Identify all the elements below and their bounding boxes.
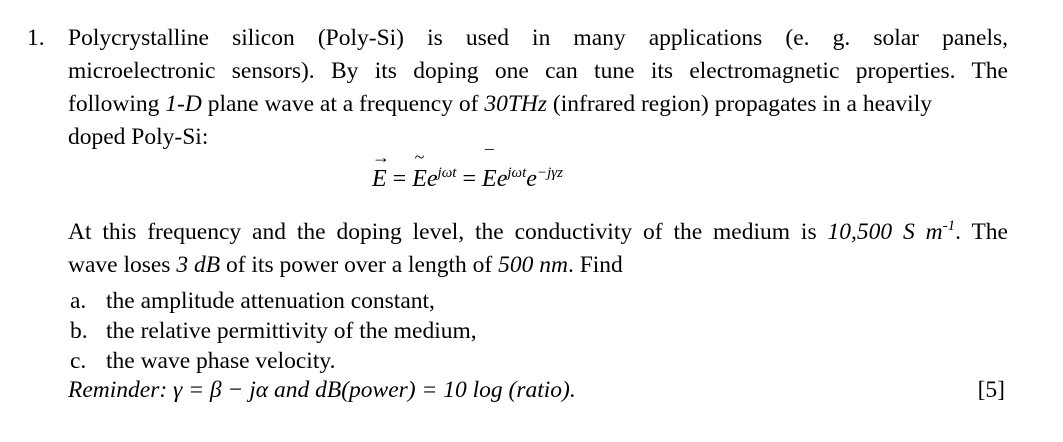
loss-value: 3 dB bbox=[176, 252, 221, 278]
conductivity-value: 10,500 S $m^{-1}$ bbox=[827, 218, 956, 245]
list-item bbox=[68, 316, 1008, 346]
part-marker: c. bbox=[70, 348, 87, 374]
intro-line-2: microelectronic sensors). By its doping one can tune its electromagnetic properties. The bbox=[68, 58, 1008, 84]
marks-label: [5] bbox=[977, 377, 1005, 403]
vector-arrow: → bbox=[372, 147, 390, 167]
question-parts bbox=[68, 286, 1008, 376]
conditions-line-1: At this frequency and the doping level, the conductivity of the medium is 10,500 S $m^{-1}$. The bbox=[68, 218, 1008, 245]
intro-line-4: doped Poly-Si: bbox=[68, 124, 209, 150]
part-text: the relative permittivity of the medium, bbox=[106, 318, 477, 344]
part-marker: b. bbox=[70, 318, 88, 344]
field-phasor: ~ E bbox=[412, 147, 427, 192]
intro-line-1: Polycrystalline silicon (Poly-Si) is used in many applications (e. g. solar panels, bbox=[68, 25, 1008, 51]
field-amplitude: ¯ E bbox=[482, 147, 497, 192]
length-value: 500 nm bbox=[498, 252, 568, 278]
tilde-accent: ~ bbox=[414, 147, 425, 167]
part-text: the wave phase velocity. bbox=[106, 348, 336, 374]
question-intro bbox=[68, 22, 1008, 154]
wave-equation: → E = ~ $Ee^{j\omega t}$ = ¯ $Ee^{j\omega t}e^{-j\gamma z}$ bbox=[372, 162, 563, 196]
list-item bbox=[68, 286, 1008, 316]
question-conditions bbox=[68, 216, 1008, 282]
reminder-note: Reminder: γ = β − jα and dB(power) = 10 log (ratio). bbox=[68, 377, 576, 403]
question-number: 1. bbox=[27, 25, 45, 51]
field-vector: → E bbox=[372, 147, 390, 192]
dimension-label: 1-D bbox=[165, 91, 202, 117]
part-marker: a. bbox=[70, 288, 87, 314]
conditions-line-2: wave loses 3 dB of its power over a length of 500 nm. Find bbox=[68, 252, 623, 278]
bar-accent: ¯ bbox=[484, 147, 494, 167]
intro-line-3: following 1-D plane wave at a frequency of 30THz (infrared region) propagates in a heavily bbox=[68, 91, 932, 117]
list-item bbox=[68, 346, 1008, 376]
part-text: the amplitude attenuation constant, bbox=[106, 288, 435, 314]
frequency-value: 30THz bbox=[484, 91, 548, 117]
